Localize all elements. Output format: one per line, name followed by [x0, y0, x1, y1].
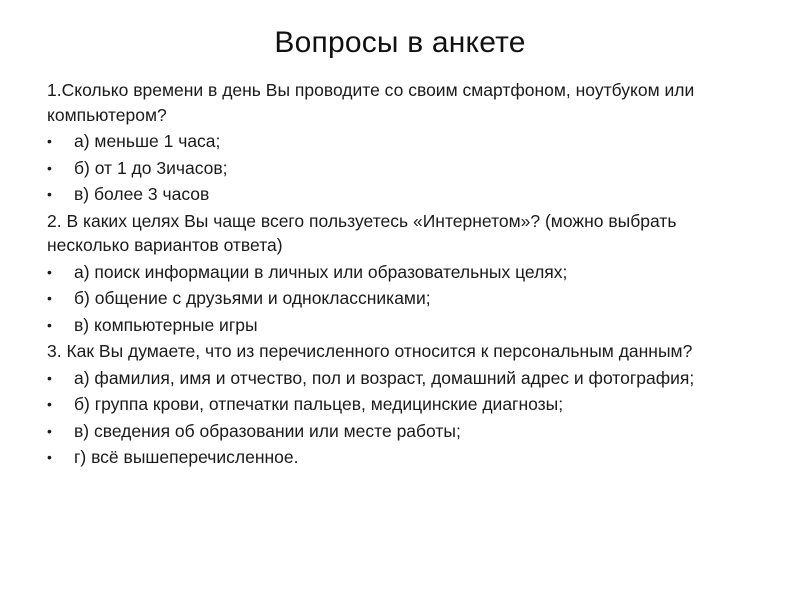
- answer-option-text: а) фамилия, имя и отчество, пол и возраст, домашний адрес и фотография;: [74, 367, 695, 388]
- question-1-answers: [47, 129, 727, 207]
- answer-option-text: г) всё вышеперечисленное.: [74, 447, 299, 467]
- answer-option-text: б) от 1 до 3ичасов;: [74, 157, 228, 178]
- answer-option-text: а) поиск информации в личных или образовательных целях;: [74, 261, 568, 282]
- bullet-icon: •: [47, 369, 52, 386]
- question-3-text: 3. Как Вы думаете, что из перечисленного относится к персональным данным?: [47, 341, 693, 361]
- answer-option: [47, 313, 727, 338]
- answer-option: [47, 419, 727, 444]
- bullet-icon: •: [47, 316, 52, 333]
- bullet-icon: •: [47, 396, 52, 412]
- answer-option-text: б) общение с друзьями и одноклассниками;: [74, 288, 431, 308]
- answer-option: [47, 260, 727, 285]
- answer-option-text: б) группа крови, отпечатки пальцев, медицинские диагнозы;: [74, 394, 564, 414]
- question-2-text: 2. В каких целях Вы чаще всего пользуетесь «Интернетом»? (можно выбрать несколько вариантов ответа): [47, 210, 677, 255]
- bullet-icon: •: [47, 159, 52, 176]
- slide-title: Вопросы в анкете: [274, 26, 526, 59]
- answer-option: [47, 156, 727, 181]
- bullet-icon: •: [47, 263, 52, 280]
- answer-option-text: а) меньше 1 часа;: [74, 131, 221, 151]
- answer-option: [47, 366, 727, 391]
- answer-option-text: в) сведения об образовании или месте работы;: [74, 420, 461, 441]
- bullet-icon: •: [47, 186, 52, 202]
- bullet-icon: •: [47, 449, 52, 465]
- question-3-answers: [47, 366, 727, 470]
- answer-option: [47, 129, 727, 154]
- answer-option-text: в) компьютерные игры: [74, 314, 258, 335]
- bullet-icon: •: [47, 422, 52, 439]
- bullet-icon: •: [47, 290, 52, 306]
- bullet-icon: •: [47, 133, 52, 149]
- answer-option: [47, 445, 727, 470]
- answer-option: [47, 392, 727, 417]
- answer-option: [47, 286, 727, 311]
- question-1-text: 1.Сколько времени в день Вы проводите со своим смартфоном, ноутбуком или компьютером?: [47, 80, 695, 125]
- answer-option: [47, 182, 727, 207]
- answer-option-text: в) более 3 часов: [74, 184, 210, 204]
- questionnaire-body: [47, 78, 727, 472]
- question-2-answers: [47, 260, 727, 338]
